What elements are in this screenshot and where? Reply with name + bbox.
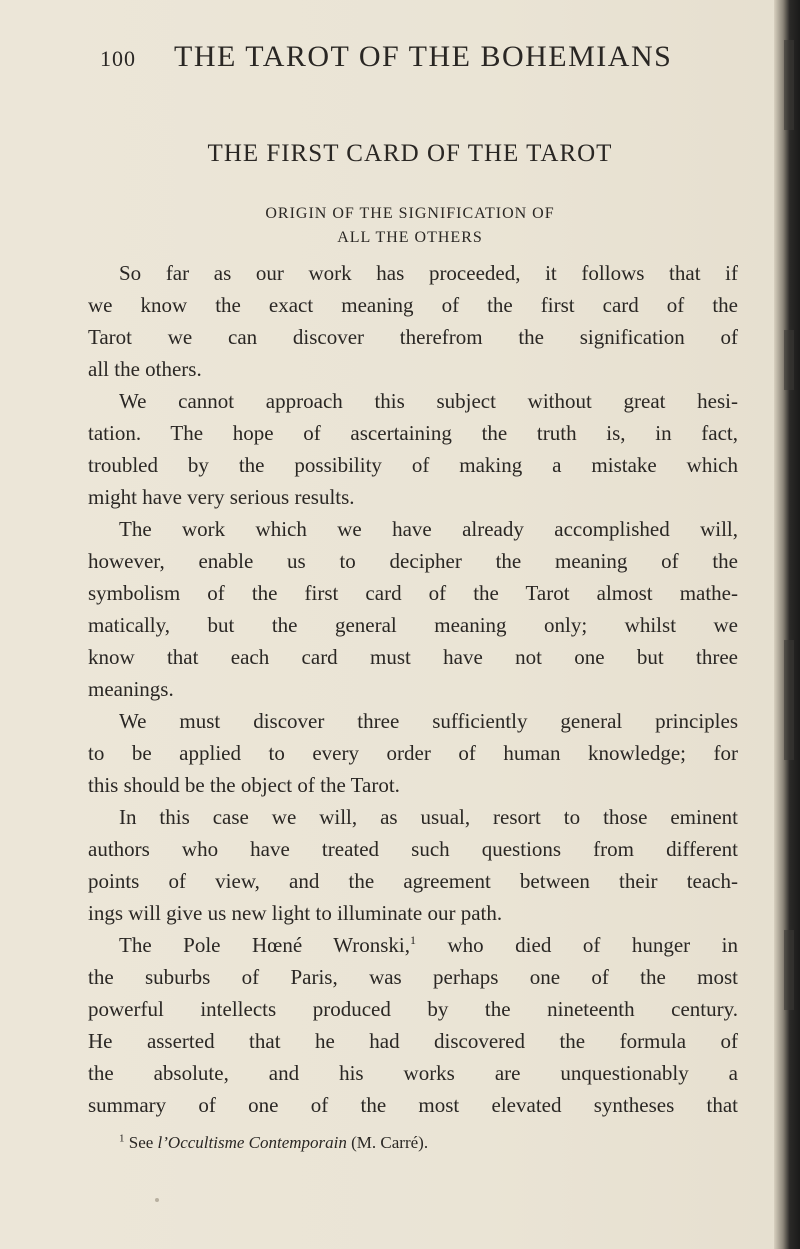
body-line <box>119 931 738 959</box>
page-number: 100 <box>100 46 136 71</box>
body-line: we know the exact meaning of the first card of the <box>88 293 738 317</box>
body-line: the suburbs of Paris, was perhaps one of the most <box>88 965 738 989</box>
body-line: the absolute, and his works are unquestionably a <box>88 1061 738 1085</box>
body-line: however, enable us to decipher the meaning of the <box>88 549 738 573</box>
running-head <box>100 40 680 80</box>
page-edge-shadow <box>774 0 800 1249</box>
body-line: We must discover three sufficiently general principles <box>119 709 738 733</box>
body-line: matically, but the general meaning only; whilst we <box>88 613 738 637</box>
body-line: all the others. <box>88 357 202 381</box>
body-line: powerful intellects produced by the nineteenth century. <box>88 997 738 1021</box>
body-line: points of view, and the agreement between their teach- <box>88 869 738 893</box>
body-line: tation. The hope of ascertaining the truth is, in fact, <box>88 421 738 445</box>
body-line: might have very serious results. <box>88 485 355 509</box>
body-line-text: The Pole Hœné Wronski,$^1$ who died of hunger in <box>119 933 738 957</box>
body-line: authors who have treated such questions from different <box>88 837 738 861</box>
footnote-see: See <box>128 1133 154 1152</box>
body-line: summary of one of the most elevated syntheses that <box>88 1093 738 1117</box>
body-line: know that each card must have not one but three <box>88 645 738 669</box>
body-line: symbolism of the first card of the Tarot almost mathe- <box>88 581 738 605</box>
body-line: to be applied to every order of human knowledge; for <box>88 741 738 765</box>
body-line: The work which we have already accomplished will, <box>119 517 738 541</box>
chapter-title: THE FIRST CARD OF THE TAROT <box>207 140 613 167</box>
body-line: Tarot we can discover therefrom the signification of <box>88 325 738 349</box>
body-line: troubled by the possibility of making a mistake which <box>88 453 738 477</box>
body-line: We cannot approach this subject without great hesi- <box>119 389 738 413</box>
body-line: He asserted that he had discovered the formula of <box>88 1029 738 1053</box>
footnote-reference: 1 <box>410 933 416 947</box>
footnote-work-title: l’Occultisme Contemporain <box>157 1133 347 1152</box>
footnote <box>119 1133 719 1153</box>
chapter-subtitle-line-1: ORIGIN OF THE SIGNIFICATION OF <box>265 205 555 222</box>
body-line: So far as our work has proceeded, it follows that if <box>119 261 738 285</box>
body-line: this should be the object of the Tarot. <box>88 773 400 797</box>
running-title: THE TAROT OF THE BOHEMIANS <box>174 40 673 73</box>
body-line: meanings. <box>88 677 174 701</box>
paper-speck <box>155 1198 159 1202</box>
footnote-marker: 1 <box>119 1132 125 1145</box>
body-line: ings will give us new light to illuminate our path. <box>88 901 503 925</box>
chapter-subtitle-line-2: ALL THE OTHERS <box>337 229 483 246</box>
body-line: In this case we will, as usual, resort to those eminent <box>119 805 738 829</box>
footnote-author: (M. Carré). <box>351 1133 429 1152</box>
